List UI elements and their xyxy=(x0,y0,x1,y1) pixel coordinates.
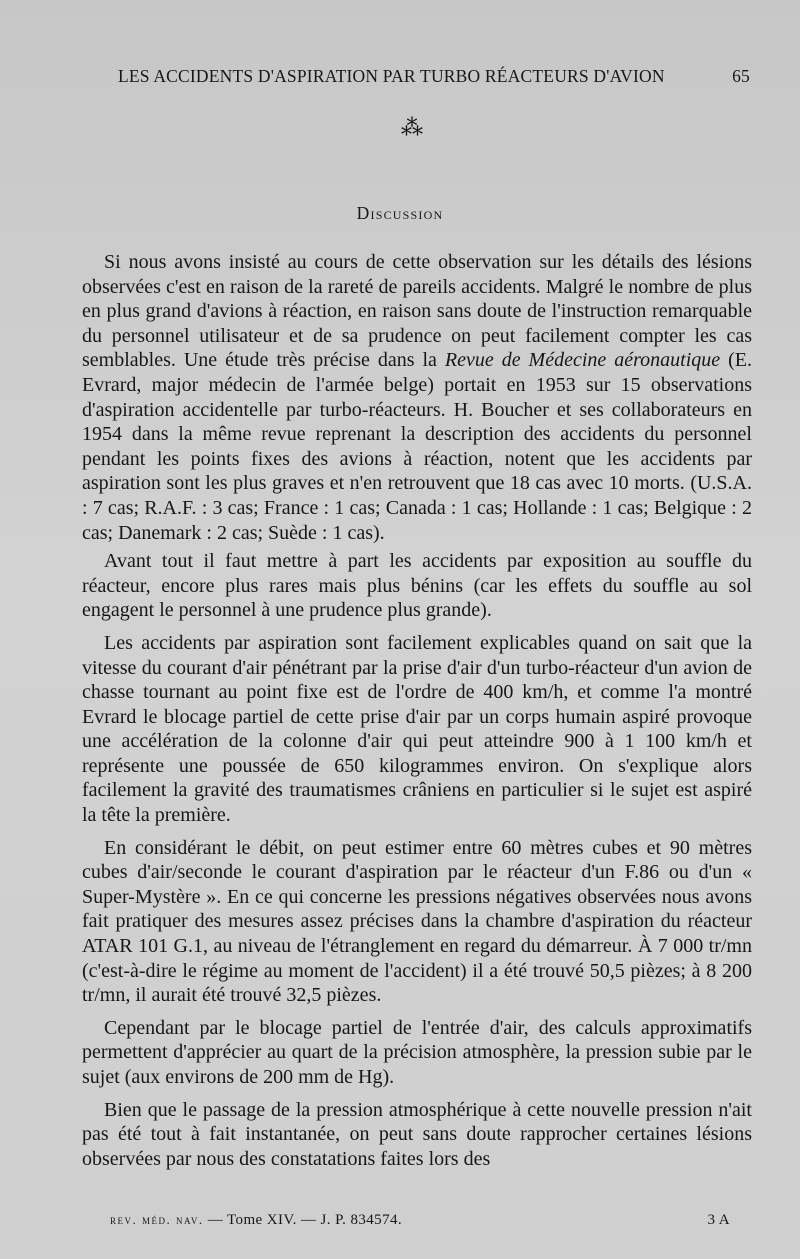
asterism-ornament: ⁂ xyxy=(401,115,423,140)
footer-signature: 3 A xyxy=(707,1212,730,1228)
journal-title-italic: Revue de Médecine aéronautique xyxy=(444,349,721,372)
paragraph-6: Bien que le passage de la pression atmosphérique à cette nouvelle pression n'ait pas été tout à fait instantanée, on peut sans doute rapprocher certaines lésions observées par nous des constatations faites lors des xyxy=(82,1098,752,1170)
footer-printer-ref: J. P. 834574. xyxy=(320,1212,403,1228)
footer-journal: rev. méd. nav. xyxy=(110,1212,204,1227)
paragraph-4: En considérant le débit, on peut estimer entre 60 mètres cubes et 90 mètres cubes d'air/seconde le courant d'aspiration par le réacteur d'un F.86 ou d'un « Super-Mystère ». En ce qui concerne les pressions négatives observées nous avons fait pratiquer des mesures assez précises dans la chambre d'aspiration du réacteur ATAR 101 G.1, au niveau de l'étranglement en regard du démarreur. À 7 000 tr/mn (c'est-à-dire le régime au moment de l'accident) il a été trouvé 50,5 pièzes; à 8 200 tr/mn, il aurait été trouvé 32,5 pièzes. xyxy=(82,836,752,1007)
body-text xyxy=(82,250,752,1179)
paragraph-1 xyxy=(82,250,752,545)
footer-dash: — xyxy=(207,1212,224,1228)
paragraph-1-before: Si nous avons insisté au cours de cette observation sur les détails des lésions observées c'est en raison de la rareté de pareils accidents. Malgré le nombre de plus en plus grand d'avions à réaction, en raison sans doute de l'instruction remarquable du personnel utilisateur et de sa prudence on peut facilement compter les cas semblables. Une étude très précise dans la xyxy=(82,251,752,372)
footer-volume: Tome XIV. xyxy=(227,1212,297,1228)
running-header xyxy=(118,66,750,87)
paragraph-1-after: (E. Evrard, major médecin de l'armée belge) portait en 1953 sur 15 observations d'aspiration accidentelle par turbo-réacteurs. H. Boucher et ses collaborateurs en 1954 dans la même revue reprenant la description des accidents du personnel pendant les points fixes des avions à réaction, notent que les accidents par aspiration sont les plus graves et n'en retrouvent que 18 cas avec 10 morts. (U.S.A. : 7 cas; R.A.F. : 3 cas; France : 1 cas; Canada : 1 cas; Hollande : 1 cas; Belgique : 2 cas; Danemark : 2 cas; Suède : 1 cas). xyxy=(82,349,752,544)
paragraph-2: Avant tout il faut mettre à part les accidents par exposition au souffle du réacteur, encore plus rares mais plus bénins (car les effets du souffle au sol engagent le personnel à une prudence plus grande). xyxy=(82,550,752,622)
running-title: LES ACCIDENTS D'ASPIRATION PAR TURBO RÉACTEURS D'AVION xyxy=(118,66,665,86)
paragraph-3: Les accidents par aspiration sont facilement explicables quand on sait que la vitesse du courant d'air pénétrant par la prise d'air d'un turbo-réacteur d'un avion de chasse tournant au point fixe est de l'ordre de 400 km/h, et comme l'a montré Evrard le blocage partiel de cette prise d'air par un corps humain aspiré provoque une accélération de la colonne d'air qui peut atteindre 900 à 1 100 km/h et représente une poussée de 650 kilogrammes environ. On s'explique alors facilement la gravité des traumatismes crâniens en particulier si le sujet est aspiré la tête la première. xyxy=(82,631,752,827)
page-footer xyxy=(110,1212,730,1229)
footer-dash: — xyxy=(300,1212,317,1228)
paragraph-5: Cependant par le blocage partiel de l'entrée d'air, des calculs approximatifs permettent d'apprécier au quart de la précision atmosphère, la pression subie par le sujet (aux environs de 200 mm de Hg). xyxy=(82,1016,752,1088)
section-title: Discussion xyxy=(356,203,444,223)
page-number: 65 xyxy=(732,66,750,86)
